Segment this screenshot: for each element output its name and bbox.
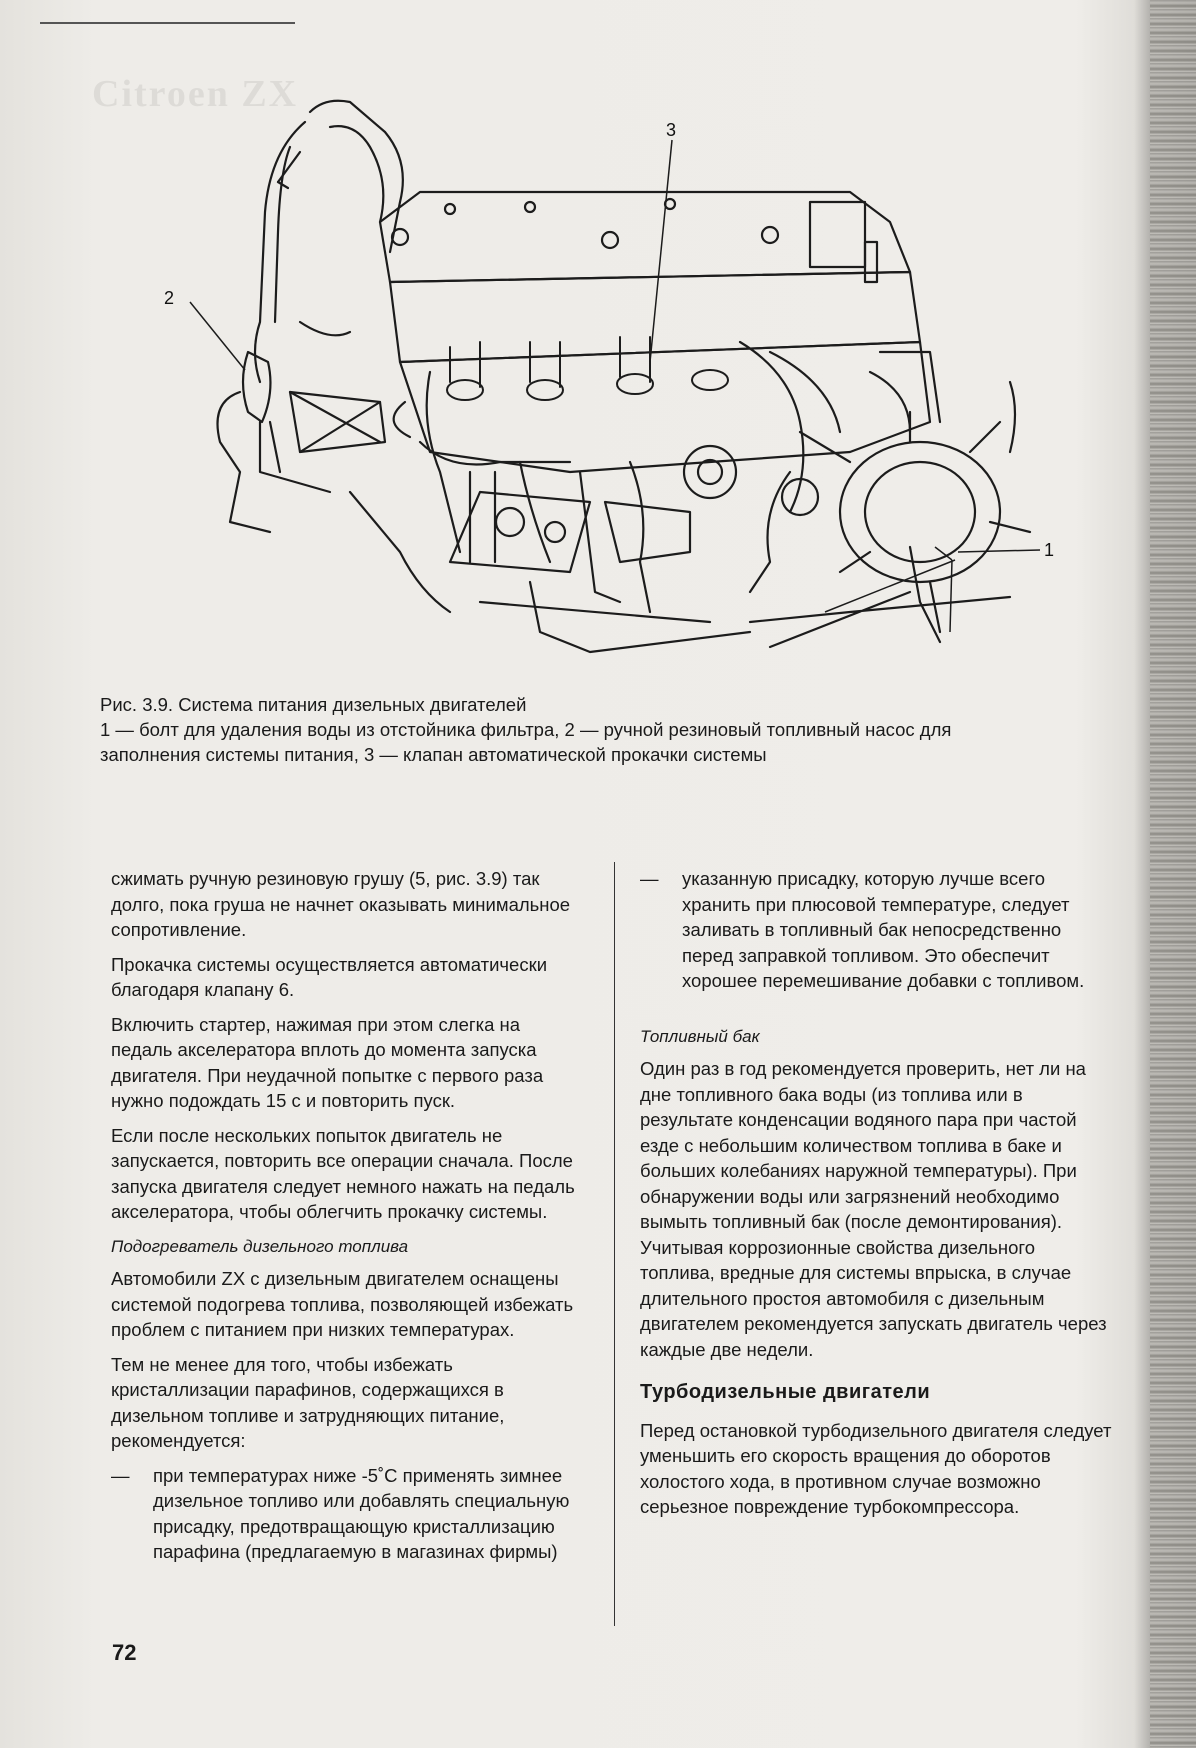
callout-1: 1: [1044, 540, 1055, 560]
engine-fuel-system-figure: [150, 92, 1110, 692]
section-heading: Турбодизельные двигатели: [640, 1381, 931, 1403]
paragraph: Перед остановкой турбодизельного двигателя следует уменьшить его скорость вращения до оборотов холостого хода, в противном случае возможно серьезное повреждение турбокомпрессора.: [640, 1419, 1112, 1517]
binding-shadow: [1134, 0, 1150, 1748]
paragraph: Один раз в год рекомендуется проверить, нет ли на дне топливного бака воды (из топлива или в результате конденсации водяного пара при частой езде с небольшим количеством топлива в баке и больших колебаниях наружной температуры). При обнаружении воды или загрязнений необходимо вымыть топливный бак (после демонтирования). Учитывая коррозионные свойства дизельного топлива, вредные для системы впрыска, в случае длительного простоя автомобиля с дизельным двигателем рекомендуется запускать двигатель через каждые две недели.: [640, 1058, 1107, 1360]
paragraph: Тем не менее для того, чтобы избежать кристаллизации парафинов, содержащихся в дизельном топливе и затрудняющих питание, рекомендуется:: [111, 1353, 505, 1451]
top-rule: [40, 22, 295, 24]
figure-caption: [100, 692, 1110, 767]
caption-legend-line2: заполнения системы питания, 3 — клапан автоматической прокачки системы: [100, 744, 767, 765]
caption-legend-line1: 1 — болт для удаления воды из отстойника фильтра, 2 — ручной резиновый топливный насос для: [100, 719, 952, 740]
dash-bullet: —: [640, 868, 659, 889]
callout-2: 2: [164, 288, 175, 308]
scan-edge: [1150, 0, 1196, 1748]
section-subheading: Подогреватель дизельного топлива: [111, 1236, 409, 1256]
paragraph: Если после нескольких попыток двигатель не запускается, повторить все операции сначала. После запуска двигателя следует немного нажать на педаль акселератора, чтобы облегчить прокачку системы.: [111, 1124, 575, 1222]
list-item-text: при температурах ниже -5˚С применять зимнее дизельное топливо или добавлять специальную присадку, предотвращающую кристаллизацию парафина (предлагаемую в магазинах фирмы): [153, 1464, 570, 1562]
paragraph: сжимать ручную резиновую грушу (5, рис. 3.9) так долго, пока груша не начнет оказывать минимальное сопротивление.: [111, 868, 571, 940]
right-column: [640, 866, 1114, 1529]
page-number: 72: [112, 1640, 137, 1665]
list-item: [640, 866, 1114, 994]
list-item: [111, 1463, 583, 1565]
list-item-text: указанную присадку, которую лучше всего хранить при плюсовой температуре, следует заливать в топливный бак непосредственно перед заправкой топливом. Это обеспечит хорошее перемешивание добавки с топливом.: [682, 868, 1085, 991]
caption-title: Рис. 3.9. Система питания дизельных двигателей: [100, 694, 527, 715]
paragraph: Автомобили ZX с дизельным двигателем оснащены системой подогрева топлива, позволяющей избежать проблем с питанием при низких температурах.: [111, 1268, 574, 1340]
callout-3: 3: [666, 120, 677, 140]
engine-drawing: [150, 92, 1110, 692]
column-divider: [614, 862, 615, 1626]
left-column: [111, 866, 583, 1574]
bleed-through-header: Citroen ZX: [92, 73, 299, 115]
paragraph: Прокачка системы осуществляется автоматически благодаря клапану 6.: [111, 953, 548, 1000]
paragraph: Включить стартер, нажимая при этом слегка на педаль акселератора вплоть до момента запуска двигателя. При неудачной попытке с первого раза нужно подождать 15 с и повторить пуск.: [111, 1013, 544, 1111]
section-subheading: Топливный бак: [640, 1026, 760, 1046]
dash-bullet: —: [111, 1464, 130, 1486]
